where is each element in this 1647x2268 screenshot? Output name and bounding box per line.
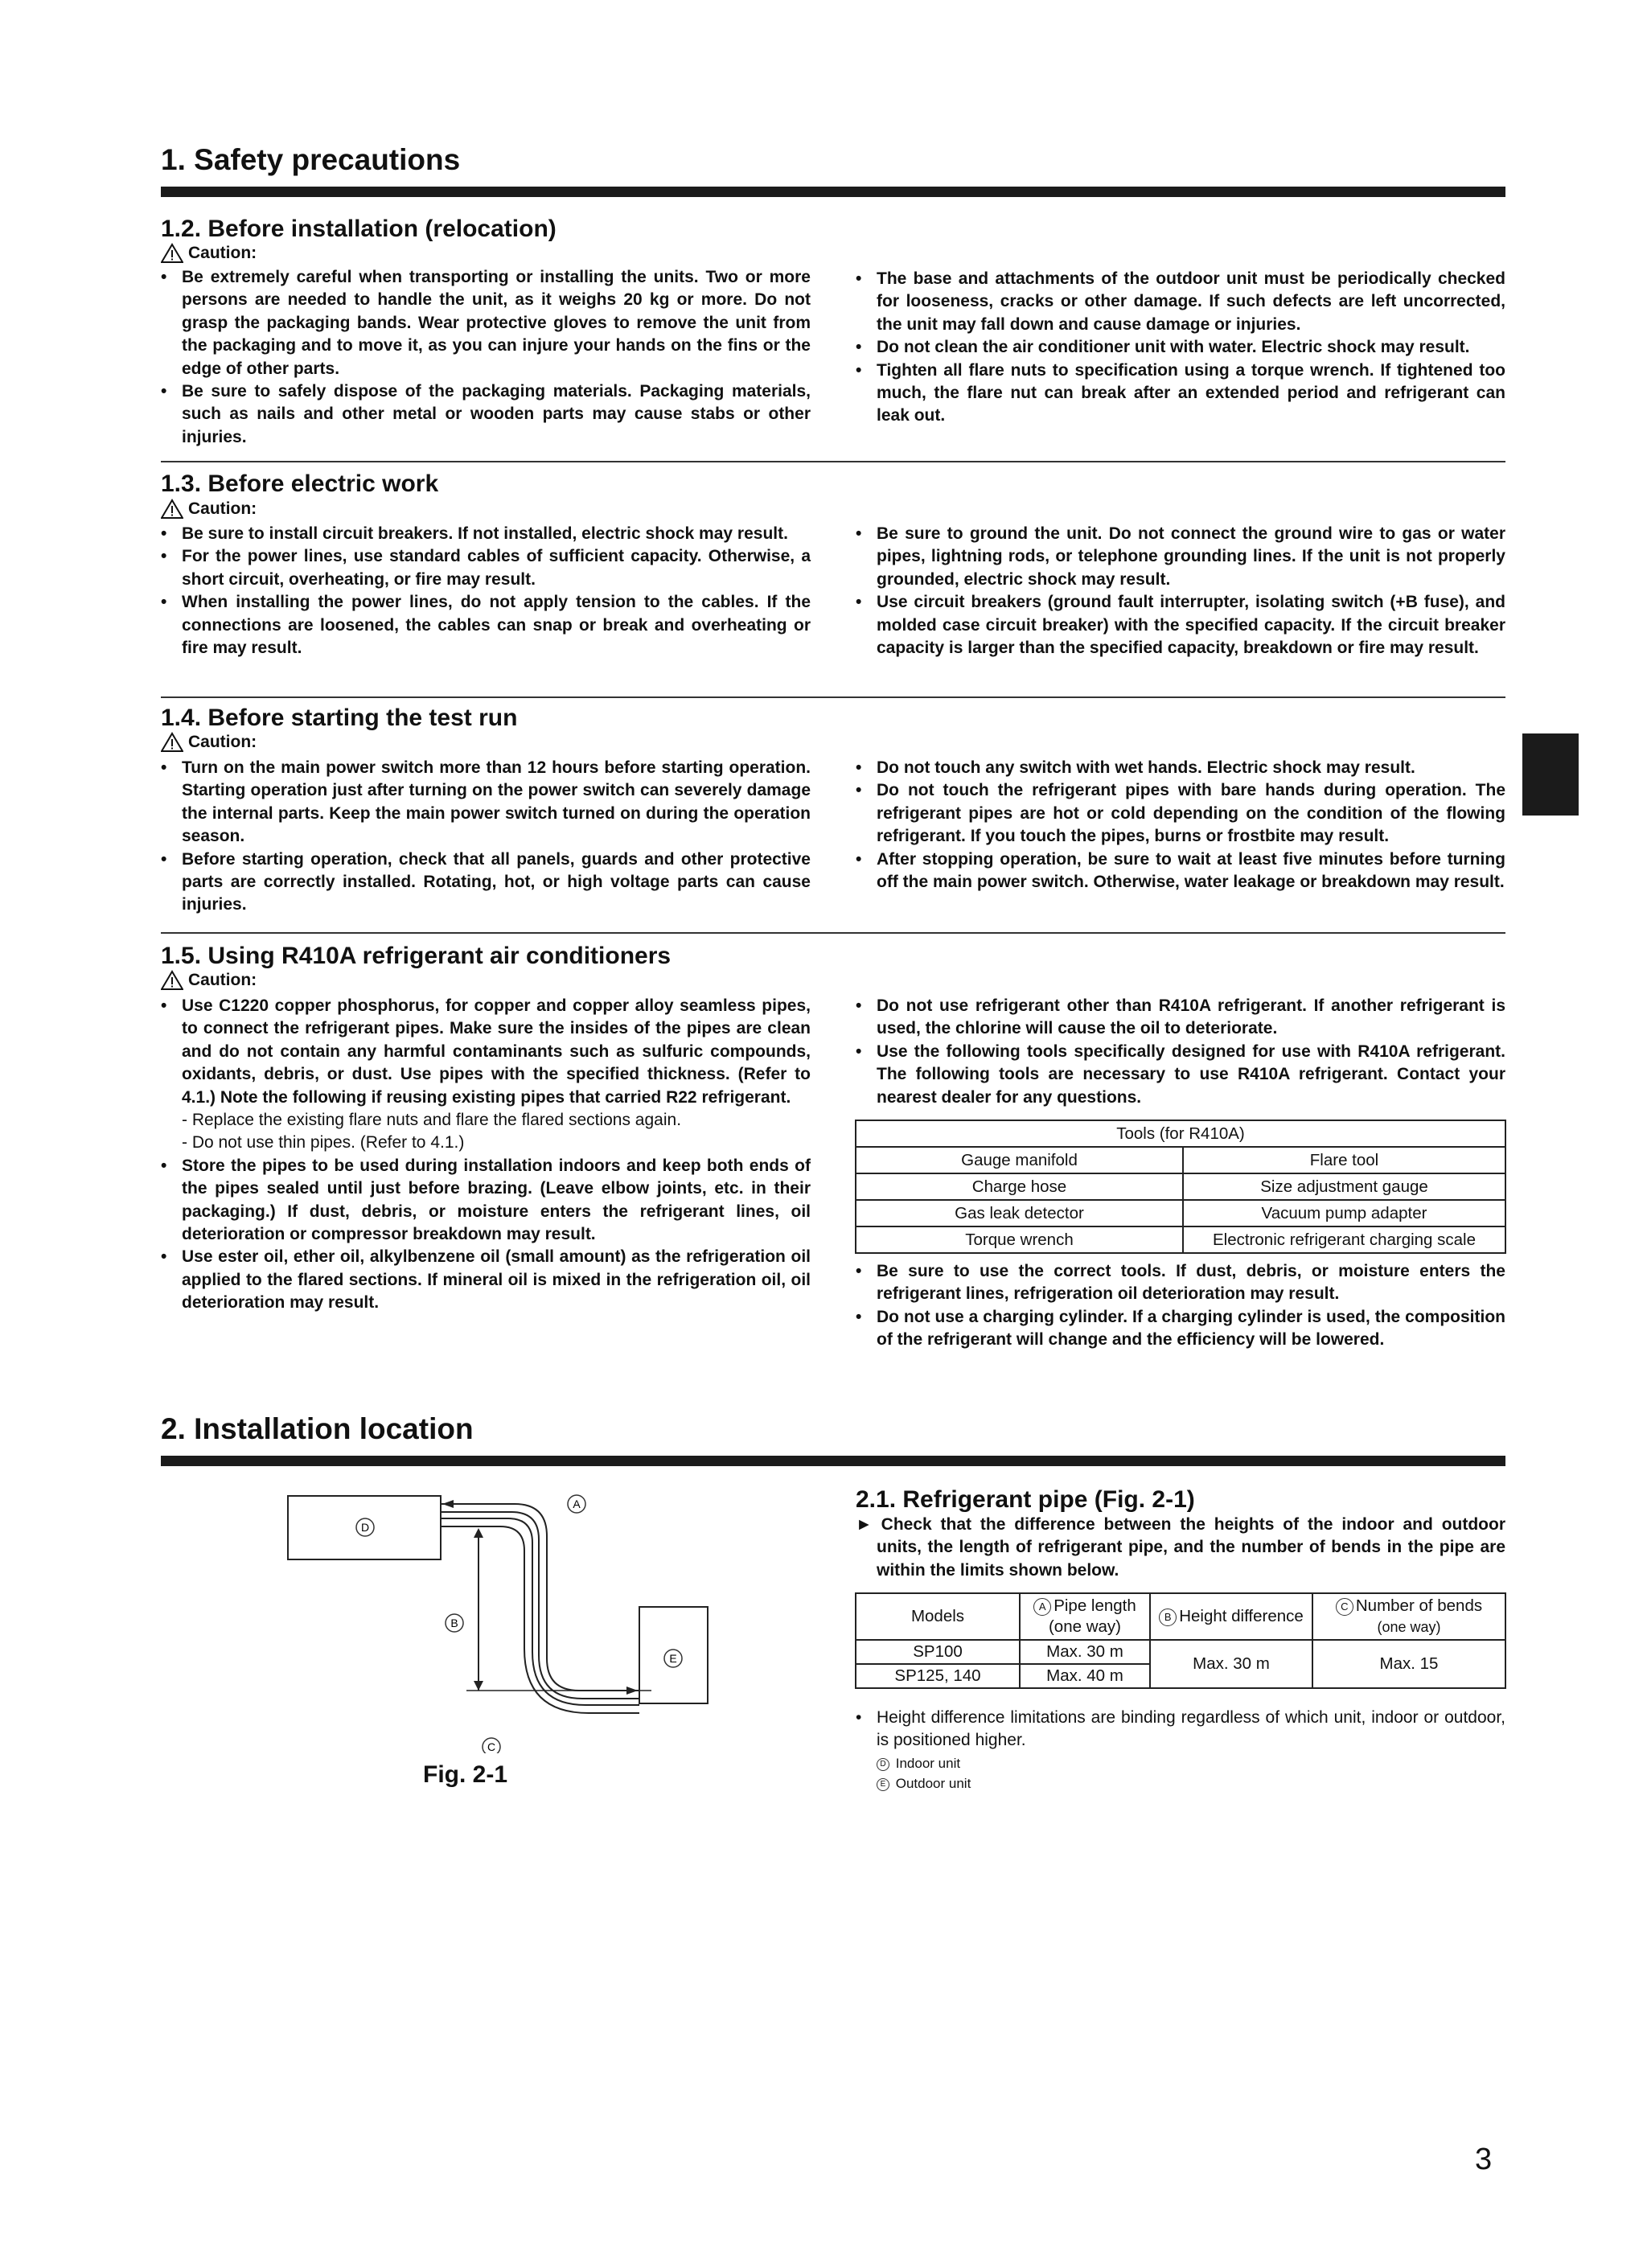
tools-table-header: Tools (for R410A) — [856, 1120, 1505, 1147]
table-cell: Max. 15 — [1312, 1640, 1505, 1688]
list-item: • For the power lines, use standard cables of sufficient capacity. Otherwise, a short circuit, overheating, or fire may result. — [161, 545, 811, 591]
note-text: - Replace the existing flare nuts and flare the flared sections again. — [182, 1111, 682, 1130]
s15-right — [856, 995, 1505, 1109]
warning-icon — [161, 970, 183, 991]
s13-caution — [161, 499, 257, 520]
section-1-title: 1. Safety precautions — [161, 143, 461, 176]
table-cell: Max. 40 m — [1020, 1664, 1150, 1688]
warning-icon — [161, 243, 183, 264]
warning-icon — [161, 499, 183, 520]
arrow-down-icon — [474, 1681, 483, 1691]
list-item: • Use ester oil, ether oil, alkylbenzene oil (small amount) as the refrigeration oil applied to the flared sections. If mineral oil is mixed in the refrigeration oil, oil deterioration may result. — [161, 1246, 811, 1314]
table-header-row — [856, 1593, 1505, 1640]
s12-title: 1.2. Before installation (relocation) — [161, 216, 557, 242]
table-row — [856, 1173, 1505, 1200]
label-c-icon: C — [1336, 1598, 1353, 1616]
list-item: • Do not touch any switch with wet hands. Electric shock may result. — [856, 757, 1505, 779]
pipe-line — [441, 1518, 639, 1705]
list-item: • Tighten all flare nuts to specification using a torque wrench. If tightened too much, the flare nut can break after an extended period and refrigerant can leak out. — [856, 360, 1505, 428]
s12-caution — [161, 243, 257, 264]
list-item: • Before starting operation, check that all panels, guards and other protective parts are correctly installed. Rotating, hot, or high voltage parts can cause injuries. — [161, 848, 811, 917]
s15-title: 1.5. Using R410A refrigerant air conditioners — [161, 943, 672, 969]
s12-right — [856, 268, 1505, 428]
warning-icon — [161, 732, 183, 753]
label-b: B — [450, 1617, 458, 1629]
s21-note — [856, 1707, 1505, 1752]
s15-left — [161, 995, 811, 1315]
list-item: • Be sure to ground the unit. Do not connect the ground wire to gas or water pipes, lightning rods, or telephone grounding lines. If the unit is not properly grounded, electric shock may result. — [856, 523, 1505, 591]
s14-title: 1.4. Before starting the test run — [161, 705, 518, 731]
label-d: D — [360, 1521, 370, 1534]
table-cell: Vacuum pump adapter — [1183, 1200, 1505, 1226]
header-number-of-bends: C Number of bends (one way) — [1312, 1593, 1505, 1640]
table-cell: Max. 30 m — [1150, 1640, 1312, 1688]
s15-caution — [161, 970, 257, 991]
s12-left — [161, 266, 811, 449]
list-item: • Use C1220 copper phosphorus, for copper and copper alloy seamless pipes, to connect the refrigerant pipes. Make sure the insides of the pipes are clean and do not contain any harmful contaminants such as sulfuric compounds, oxidants, debris, or dust. Use pipes with the specified thickness. (Refer to 4.1.) Note the following if reusing existing pipes that carried R22 refrigerant. — [161, 995, 811, 1109]
list-item: • Be sure to safely dispose of the packaging materials. Packaging materials, such as nails and other metal or wooden parts may cause stabs or other injuries. — [161, 380, 811, 449]
header-height-difference: B Height difference — [1150, 1593, 1312, 1640]
divider — [161, 461, 1505, 462]
list-item: • Turn on the main power switch more than 12 hours before starting operation. Starting operation just after turning on the power switch can severely damage the internal parts. Keep the main power switch turned on during the operation season. — [161, 757, 811, 848]
tools-table — [855, 1120, 1506, 1254]
pipe-line — [441, 1504, 639, 1691]
list-item: • After stopping operation, be sure to wait at least five minutes before turning off the main power switch. Otherwise, water leakage or breakdown may result. — [856, 848, 1505, 894]
figure-caption: Fig. 2-1 — [423, 1761, 508, 1788]
label-c: C — [487, 1740, 496, 1753]
s14-left — [161, 757, 811, 917]
table-cell: Gas leak detector — [856, 1200, 1183, 1226]
list-item: • The base and attachments of the outdoor unit must be periodically checked for looseness, cracks or other damage. If such defects are left uncorrected, the unit may fall down and cause damage or injuries. — [856, 268, 1505, 336]
table-cell: Charge hose — [856, 1173, 1183, 1200]
caution-label: Caution: — [188, 499, 257, 518]
list-item: • Use the following tools specifically designed for use with R410A refrigerant. The following tools are necessary to use R410A refrigerant. Contact your nearest dealer for any questions. — [856, 1041, 1505, 1109]
table-row — [856, 1226, 1505, 1253]
list-item: • When installing the power lines, do not apply tension to the cables. If the connections are loosened, the cables can snap or break and overheating or fire may result. — [161, 591, 811, 659]
arrow-right-icon — [626, 1687, 638, 1695]
label-a-icon: A — [1033, 1598, 1051, 1616]
caution-label: Caution: — [188, 733, 257, 751]
s14-right — [856, 757, 1505, 894]
divider — [161, 932, 1505, 934]
list-item: • Do not use a charging cylinder. If a charging cylinder is used, the composition of the refrigerant will change and the efficiency will be lowered. — [856, 1306, 1505, 1352]
s13-right — [856, 523, 1505, 659]
s21-title: 2.1. Refrigerant pipe (Fig. 2-1) — [856, 1486, 1195, 1513]
table-cell: Size adjustment gauge — [1183, 1173, 1505, 1200]
label-e-icon: E — [877, 1778, 889, 1791]
list-item: • Be sure to use the correct tools. If dust, debris, or moisture enters the refrigerant lines, refrigeration oil deterioration may result. — [856, 1260, 1505, 1306]
figure-legend — [877, 1753, 971, 1793]
list-item: • Do not clean the air conditioner unit with water. Electric shock may result. — [856, 336, 1505, 359]
page-number: 3 — [1475, 2143, 1493, 2176]
pipe-line — [441, 1512, 639, 1699]
table-cell: Electronic refrigerant charging scale — [1183, 1226, 1505, 1253]
label-e: E — [669, 1652, 677, 1665]
s13-left — [161, 523, 811, 659]
divider — [161, 696, 1505, 698]
section-tab-marker — [1522, 733, 1579, 816]
section-1-rule — [161, 187, 1505, 197]
legend-item: D Indoor unit — [877, 1753, 971, 1773]
table-cell: SP125, 140 — [856, 1664, 1020, 1688]
table-row — [856, 1147, 1505, 1173]
list-item: • Use circuit breakers (ground fault interrupter, isolating switch (+B fuse), and molded case circuit breaker) with the specified capacity. If the circuit breaker capacity is larger than the specified capacity, breakdown or fire may result. — [856, 591, 1505, 659]
s15-right-b — [856, 1260, 1505, 1352]
section-2-title: 2. Installation location — [161, 1412, 474, 1445]
arrow-up-icon — [474, 1528, 483, 1538]
caution-label: Caution: — [188, 971, 257, 989]
caution-label: Caution: — [188, 244, 257, 262]
s21-intro: ► Check that the difference between the heights of the indoor and outdoor units, the length of refrigerant pipe, and the number of bends in the pipe are within the limits shown below. — [856, 1515, 1505, 1580]
pipe-limits-table — [855, 1592, 1506, 1689]
label-b-icon: B — [1159, 1609, 1177, 1626]
table-cell: Max. 30 m — [1020, 1640, 1150, 1664]
list-item: • Height difference limitations are binding regardless of which unit, indoor or outdoor, is positioned higher. — [856, 1707, 1505, 1752]
list-item: • Store the pipes to be used during installation indoors and keep both ends of the pipes sealed until just before brazing. (Leave elbow joints, etc. in their packaging.) If dust, debris, or moisture enters the refrigerant lines, oil deterioration or compressor breakdown may result. — [161, 1155, 811, 1247]
refrigerant-pipe-figure — [273, 1480, 724, 1753]
label-a: A — [573, 1498, 581, 1510]
table-row — [856, 1200, 1505, 1226]
s14-caution — [161, 732, 257, 753]
arrow-left-icon — [442, 1500, 454, 1508]
table-cell: SP100 — [856, 1640, 1020, 1664]
header-models: Models — [856, 1593, 1020, 1640]
section-2-rule — [161, 1456, 1505, 1466]
label-d-icon: D — [877, 1758, 889, 1771]
note-text: - Do not use thin pipes. (Refer to 4.1.) — [182, 1133, 465, 1152]
list-item: • Do not touch the refrigerant pipes with bare hands during operation. The refrigerant pipes are hot or cold depending on the condition of the flowing refrigerant. If you touch the pipes, burns or frostbite may result. — [856, 779, 1505, 848]
header-pipe-length: A Pipe length (one way) — [1020, 1593, 1150, 1640]
list-item: • Be sure to install circuit breakers. If not installed, electric shock may result. — [161, 523, 811, 545]
legend-item: E Outdoor unit — [877, 1773, 971, 1793]
list-item: • Be extremely careful when transporting or installing the units. Two or more persons are needed to handle the unit, as it weighs 20 kg or more. Do not grasp the packaging bands. Wear protective gloves to remove the unit from the packaging and to move it, as you can injure your hands on the fins or the edge of other parts. — [161, 266, 811, 380]
table-cell: Gauge manifold — [856, 1147, 1183, 1173]
s13-title: 1.3. Before electric work — [161, 470, 439, 497]
table-cell: Torque wrench — [856, 1226, 1183, 1253]
table-row — [856, 1640, 1505, 1664]
table-cell: Flare tool — [1183, 1147, 1505, 1173]
list-item: • Do not use refrigerant other than R410A refrigerant. If another refrigerant is used, the chlorine will cause the oil to deteriorate. — [856, 995, 1505, 1041]
